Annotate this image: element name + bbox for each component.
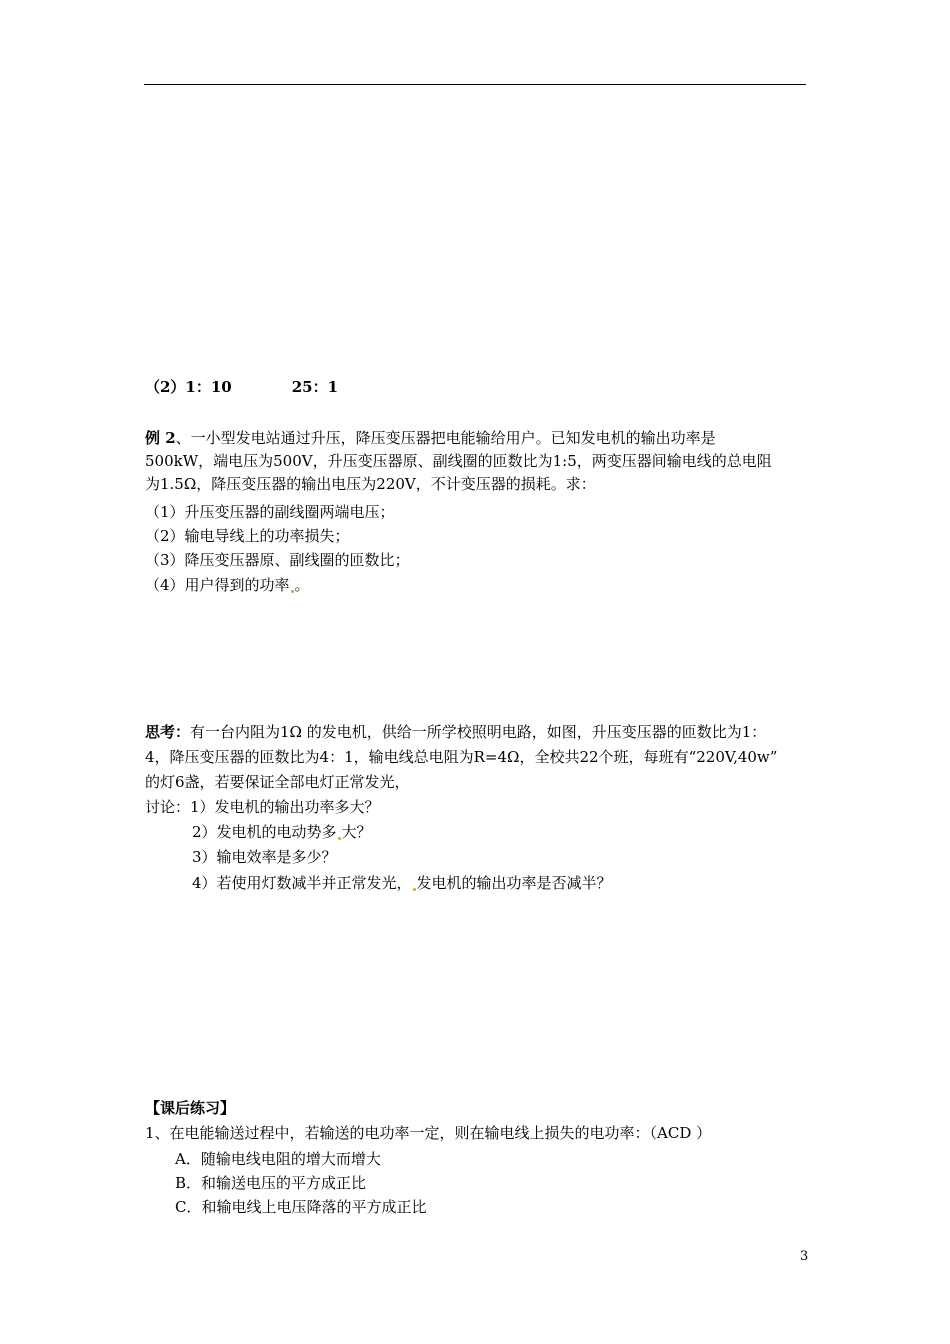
example2-question-2: （2）输电导线上的功率损失； [145,527,350,545]
discussion-3: 3）输电效率是多少？ [192,848,337,866]
example2-line3: 为1.5Ω，降压变压器的输出电压为220V，不计变压器的损耗。求： [145,475,596,493]
example2-question-1: （1）升压变压器的副线圈两端电压； [145,503,395,521]
edit-mark [413,888,416,891]
example2-line1 [145,428,716,448]
option-a: A．随输电线电阻的增大而增大 [175,1150,381,1168]
edit-mark [338,837,341,840]
example2-question-4: （4）用户得到的功率 。 [145,576,310,594]
edit-mark [291,590,294,593]
discussion-1: 讨论：1）发电机的输出功率多大？ [145,798,380,816]
answer-part2: 25：1 [291,378,339,396]
think-label: 思考： [145,723,191,741]
answer-line [145,377,338,397]
think-line3: 的灯6盏，若要保证全部电灯正常发光， [145,773,410,791]
example2-label: 例 2 [145,429,176,447]
answer-part1: （2）1：10 [145,378,232,396]
think-line2: 4，降压变压器的匝数比为4：1，输电线总电阻为R=4Ω，全校共22个班，每班有“220V,40w” [145,748,778,766]
header-rule [144,84,806,85]
option-c: C．和输电线上电压降落的平方成正比 [175,1198,427,1216]
practice-question-1: 1、在电能输送过程中，若输送的电功率一定，则在输电线上损失的电功率：（ACD ） [145,1124,712,1142]
example2-question-3: （3）降压变压器原、副线圈的匝数比； [145,551,410,569]
practice-heading: 【课后练习】 [145,1099,236,1117]
example2-text1: 、一小型发电站通过升压，降压变压器把电能输给用户。已知发电机的输出功率是 [175,429,716,447]
page-number: 3 [800,1249,809,1264]
think-line1 [145,722,766,742]
discussion-4: 4）若使用灯数减半并正常发光， 发电机的输出功率是否减半？ [192,874,612,892]
example2-line2: 500kW，端电压为500V，升压变压器原、副线圈的匝数比为1:5，两变压器间输电线的总电阻 [145,452,772,470]
discussion-2: 2）发电机的电动势多 大？ [192,823,372,841]
think-text1: 有一台内阻为1Ω 的发电机，供给一所学校照明电路，如图，升压变压器的匝数比为1： [190,723,767,741]
option-b: B．和输送电压的平方成正比 [175,1174,367,1192]
